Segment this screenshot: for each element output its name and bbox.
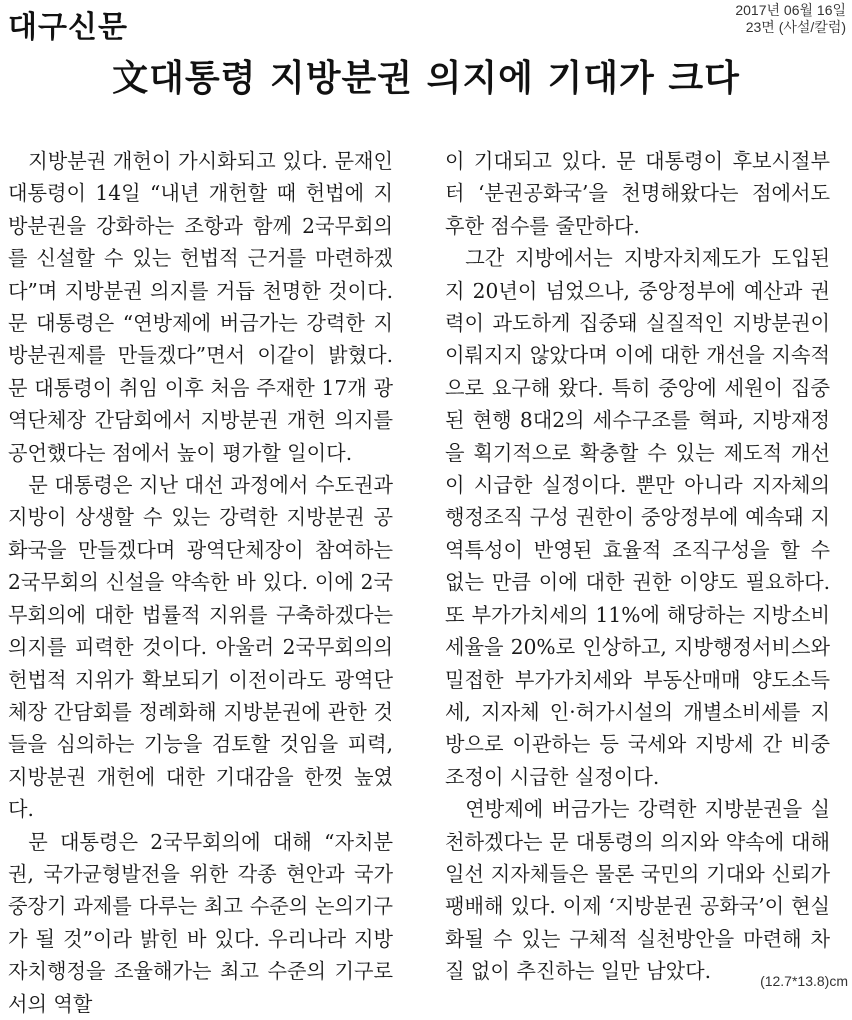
paragraph: 문 대통령은 2국무회의에 대해 “자치분권, 국가균형발전을 위한 각종 현안과 국가 중장기 과제를 다루는 최고 수준의 논의기구가 될 것”이라 밝힌 바 있다. 우리나라 지방자치행정을 조율해가는 최고 수준의 기구로서의 역할 [8,829,393,1016]
newspaper-masthead: 대구신문 [8,10,128,45]
paragraph: 문 대통령은 지난 대선 과정에서 수도권과 지방이 상생할 수 있는 강력한 지방분권 공화국을 만들겠다며 광역단체장이 참여하는 2국무회의 신설을 약속한 바 있다. 이에 2국무회의에 대한 법률적 지위를 구축하겠다는 의지를 피력한 것이다. 아울러 2국무회의의 헌법적 지위가 확보되기 이전이라도 광역단체장 간담회를 정례화해 지방분권에 관한 것들을 심의하는 기능을 검토할 것임을 피력, 지방분권 개헌에 대한 기대감을 한껏 높였다. [8,473,393,822]
article-headline: 文대통령 지방분권 의지에 기대가 크다 [112,58,740,99]
article-size-note: (12.7*13.8)cm [760,973,848,989]
publication-meta [735,2,846,36]
paragraph: 그간 지방에서는 지방자치제도가 도입된 지 20년이 넘었으나, 중앙정부에 예산과 권력이 과도하게 집중돼 실질적인 지방분권이 이뤄지지 않았다며 이에 대한 개선을 지속적으로 요구해 왔다. 특히 중앙에 세원이 집중된 현행 8대2의 세수구조를 혁파, 지방재정을 획기적으로 확충할 수 있는 제도적 개선이 시급한 실정이다. 뿐만 아니라 지자체의 행정조직 구성 권한이 중앙정부에 예속돼 지역특성이 반영된 효율적 조직구성을 할 수 없는 만큼 이에 대한 권한 이양도 필요하다. 또 부가가치세의 11%에 해당하는 지방소비세율을 20%로 인상하고, 지방행정서비스와 밀접한 부가가치세와 부동산매매 양도소득세, 지자체 인·허가시설의 개별소비세를 지방으로 이관하는 등 국세와 지방세 간 비중조정이 시급한 실정이다. [445,246,830,789]
paragraph-continued: 이 기대되고 있다. 문 대통령이 후보시절부터 ‘분권공화국’을 천명해왔다는 점에서도 후한 점수를 줄만하다. [445,149,830,238]
article-column-right [445,145,830,988]
paragraph: 지방분권 개헌이 가시화되고 있다. 문재인 대통령이 14일 “내년 개헌할 때 헌법에 지방분권을 강화하는 조항과 함께 2국무회의를 신설할 수 있는 헌법적 근거를 마련하겠다”며 지방분권 의지를 거듭 천명한 것이다. 문 대통령은 “연방제에 버금가는 강력한 지방분권제를 만들겠다”면서 이같이 밝혔다. 문 대통령이 취임 이후 처음 주재한 17개 광역단체장 간담회에서 지방분권 개헌 의지를 공언했다는 점에서 높이 평가할 일이다. [8,149,393,465]
page-section: 23면 (사설/칼럼) [745,19,846,35]
paragraph: 연방제에 버금가는 강력한 지방분권을 실천하겠다는 문 대통령의 의지와 약속에 대해 일선 지자체들은 물론 국민의 기대와 신뢰가 팽배해 있다. 이제 ‘지방분권 공화국’이 현실화될 수 있는 구체적 실천방안을 마련해 차질 없이 추진하는 일만 남았다. [445,797,830,984]
publication-date: 2017년 06월 16일 [735,2,846,18]
article-column-left [8,145,393,1020]
